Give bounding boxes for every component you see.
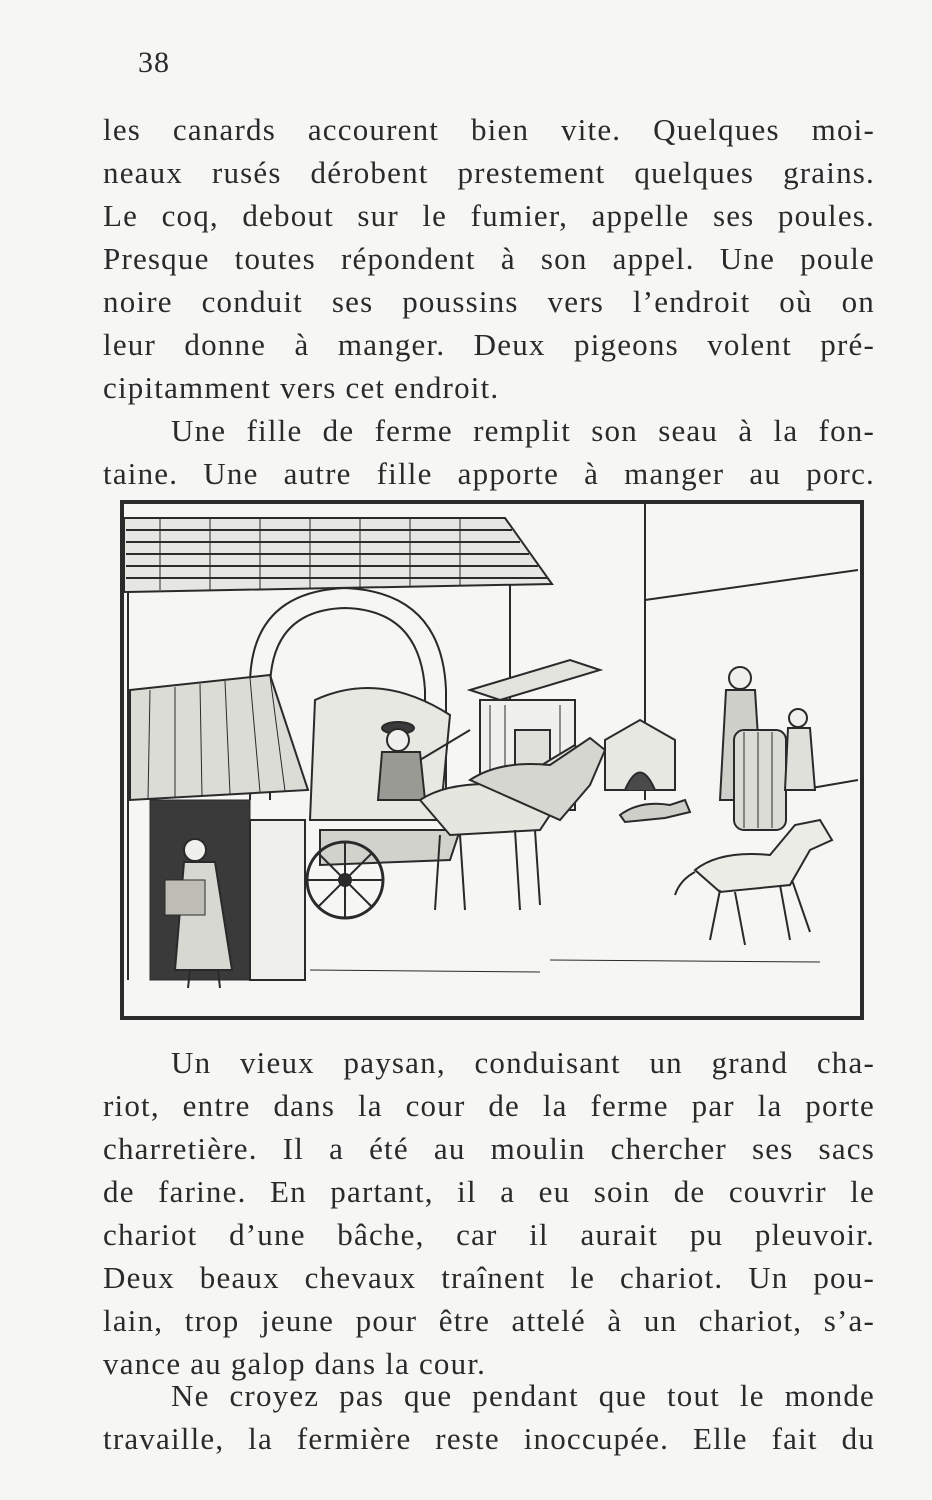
text-line: cipitamment vers cet endroit.: [103, 370, 500, 405]
child-figure: [785, 709, 815, 790]
page-number: 38: [138, 46, 170, 79]
farmyard-illustration: [120, 500, 864, 1020]
text-line: Presque toutes répondent à son appel. Une poule: [103, 241, 875, 276]
text-block-farmer-wife: [103, 1374, 875, 1460]
text-line: Deux beaux chevaux traînent le chariot. Un pou-: [103, 1260, 875, 1295]
text-line: les canards accourent bien vite. Quelques moi-: [103, 112, 875, 147]
text-line: travaille, la fermière reste inoccupée. Elle fait du: [103, 1421, 875, 1456]
text-line: de farine. En partant, il a eu soin de couvrir le: [103, 1174, 875, 1209]
text-block-poultry: [103, 108, 875, 495]
woman-churning: [720, 667, 786, 830]
text-line: Une fille de ferme remplit son seau à la fon-: [171, 413, 875, 448]
barn-roof: [124, 518, 552, 592]
text-line: neaux rusés dérobent prestement quelques grains.: [103, 155, 875, 190]
dog-kennel: [605, 720, 675, 790]
text-line: Un vieux paysan, conduisant un grand cha-: [171, 1045, 875, 1080]
text-line: noire conduit ses poussins vers l’endroit où on: [103, 284, 875, 319]
text-line: leur donne à manger. Deux pigeons volent pré-: [103, 327, 875, 362]
wall-top: [645, 570, 858, 600]
text-block-wagon: [103, 1041, 875, 1385]
dog: [620, 800, 690, 822]
text-line: Le coq, debout sur le fumier, appelle ses poules.: [103, 198, 875, 233]
text-line: charretière. Il a été au moulin chercher ses sacs: [103, 1131, 875, 1166]
foal: [675, 820, 832, 945]
text-line: riot, entre dans la cour de la ferme par la porte: [103, 1088, 875, 1123]
text-line: lain, trop jeune pour être attelé à un chariot, s’a-: [103, 1303, 875, 1338]
text-line: vance au galop dans la cour.: [103, 1346, 487, 1381]
text-line: chariot d’une bâche, car il aurait pu pleuvoir.: [103, 1217, 875, 1252]
text-line: Ne croyez pas que pendant que tout le monde: [171, 1378, 875, 1413]
text-line: taine. Une autre fille apporte à manger au porc.: [103, 456, 875, 491]
